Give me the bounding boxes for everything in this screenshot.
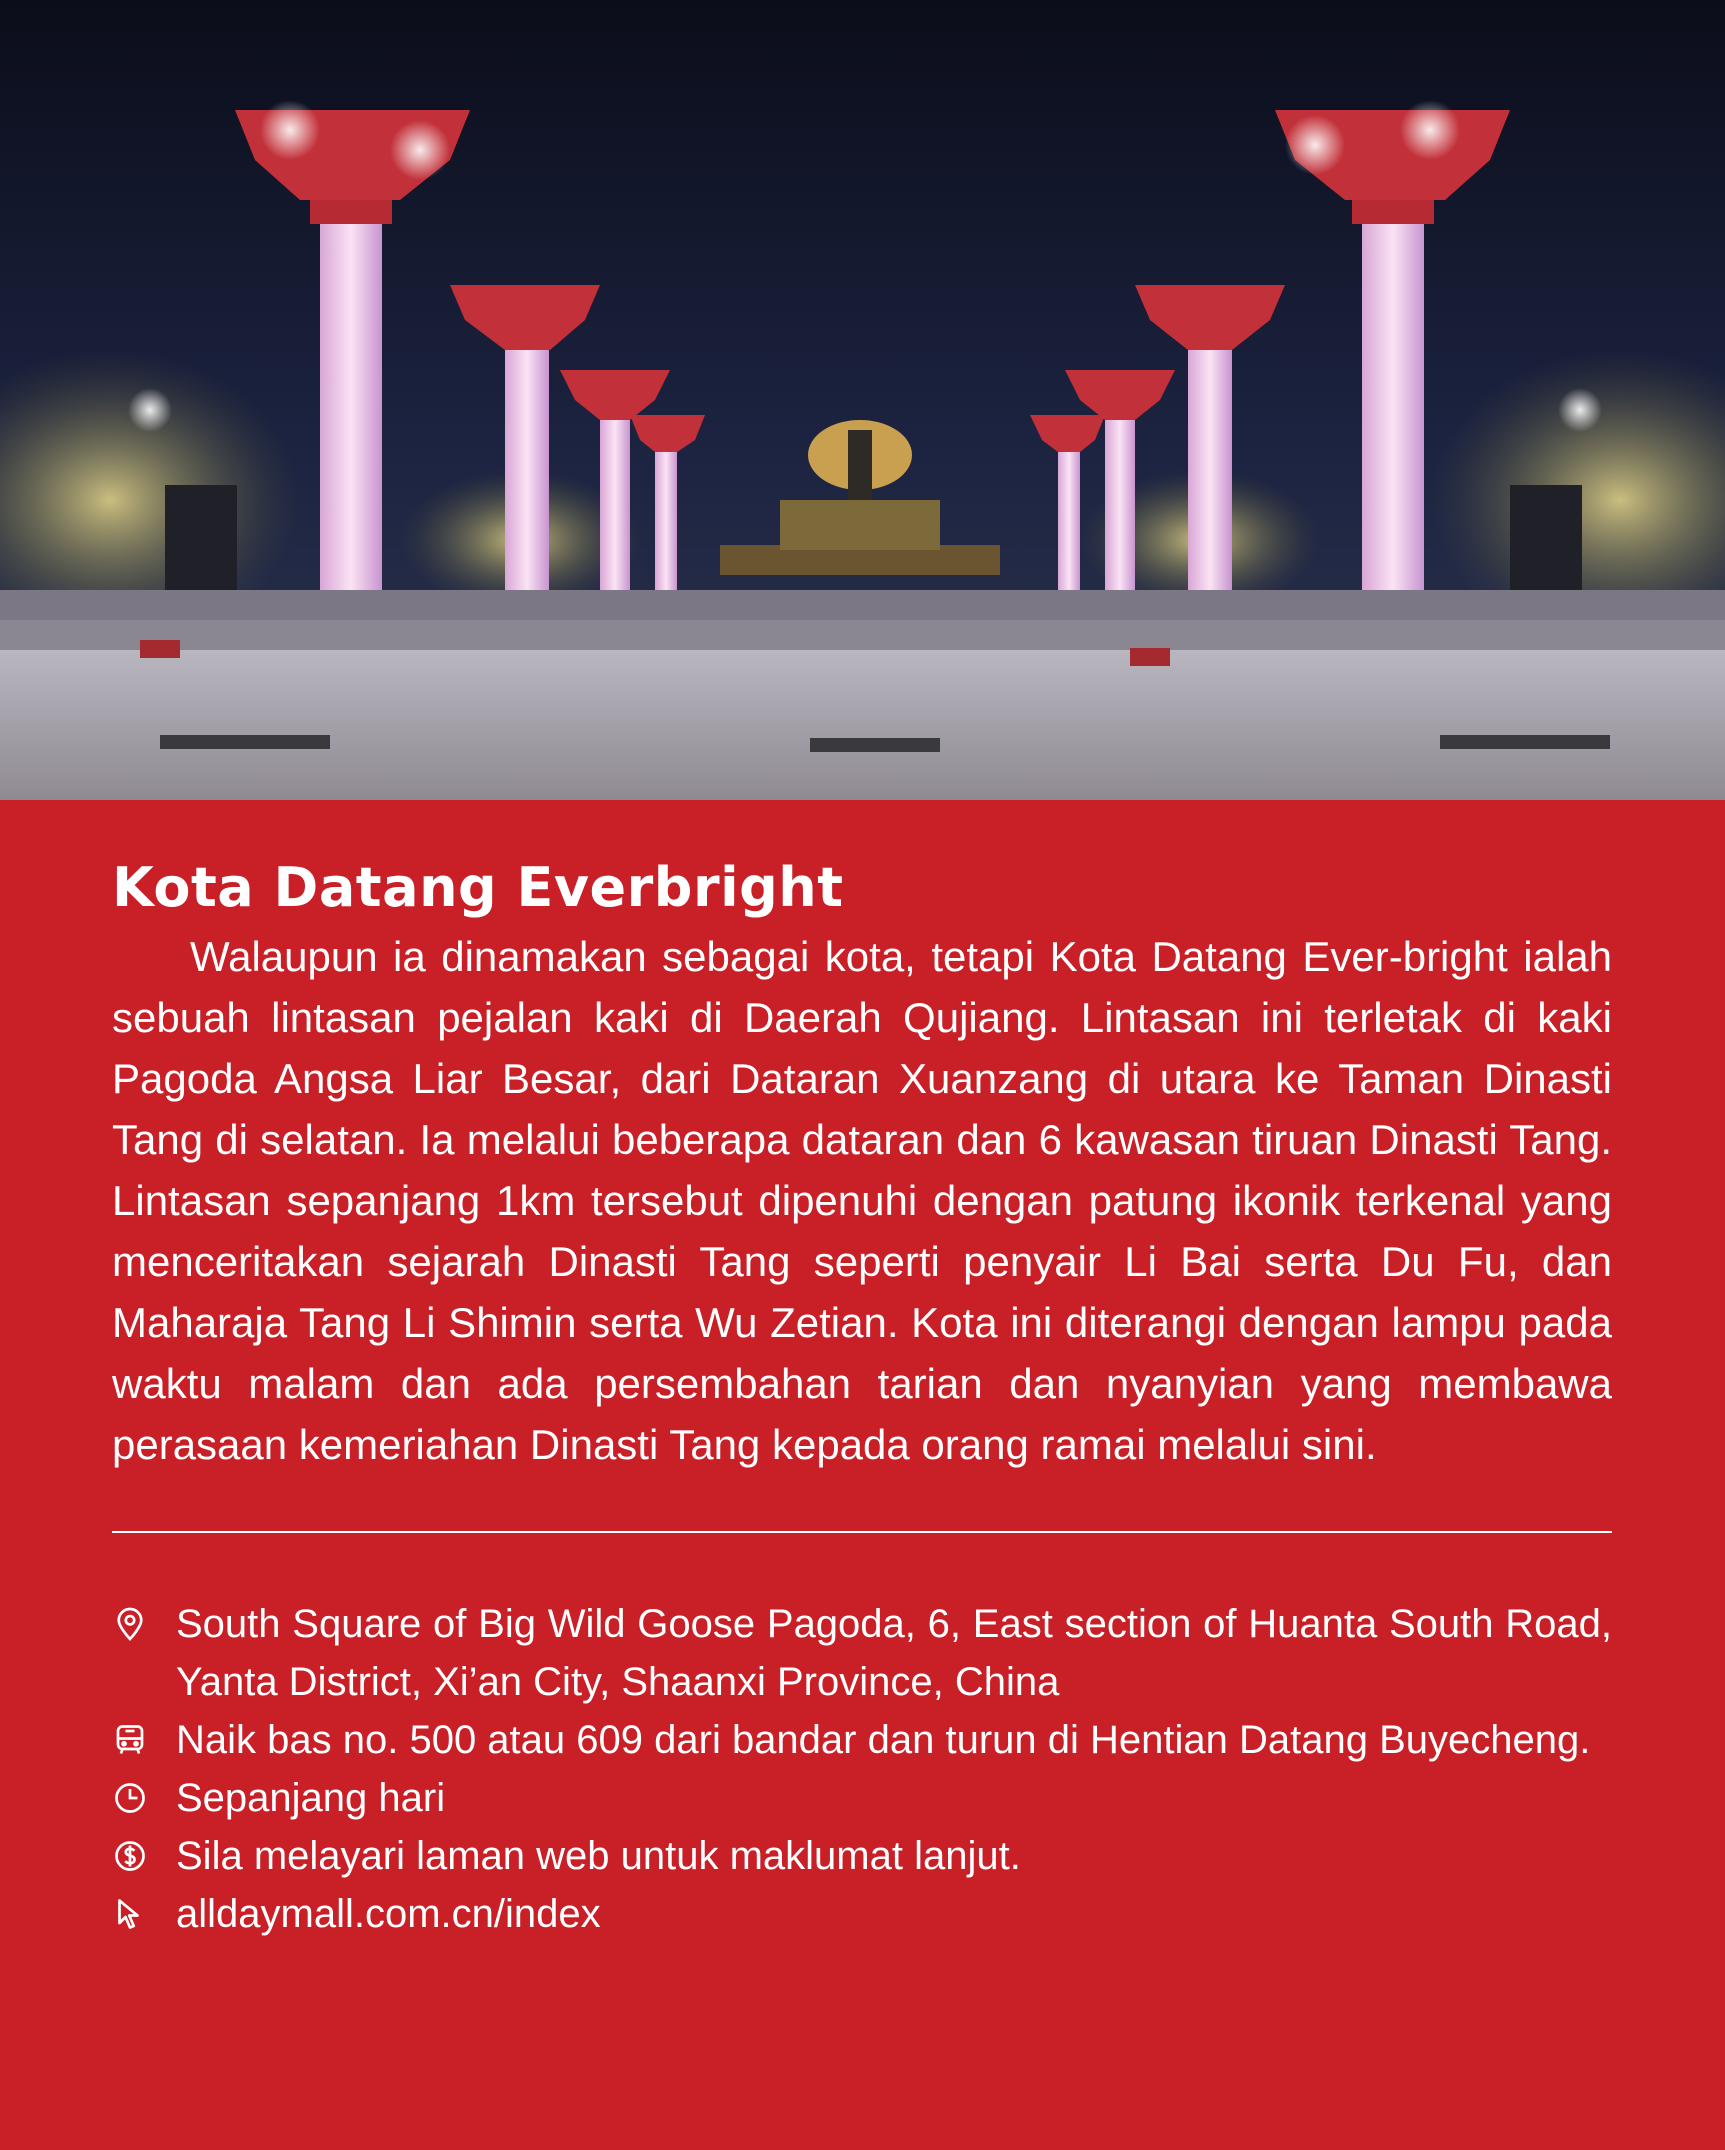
divider [112,1531,1612,1533]
info-hours [112,1769,1612,1827]
price-text: Sila melayari laman web untuk maklumat lanjut. [176,1834,1021,1878]
hours-text: Sepanjang hari [176,1776,446,1820]
info-price [112,1827,1612,1885]
address-text: South Square of Big Wild Goose Pagoda, 6, East section of Huanta South Road, Yanta District, Xi’an City, Shaanxi Province, China [176,1602,1612,1704]
info-transport [112,1711,1612,1769]
website-link[interactable]: alldaymall.com.cn/index [176,1892,601,1936]
info-address [112,1595,1612,1711]
transport-text: Naik bas no. 500 atau 609 dari bandar dan turun di Hentian Datang Buyecheng. [176,1718,1591,1762]
info-website [112,1885,1612,1943]
article [112,800,1612,1943]
cursor-icon [112,1885,176,1943]
bus-icon [112,1711,176,1769]
dollar-icon [112,1827,176,1885]
clock-icon [112,1769,176,1827]
location-pin-icon [112,1595,176,1653]
hero-photo [0,0,1725,800]
info-list [112,1595,1612,1943]
article-body: Walaupun ia dinamakan sebagai kota, tetapi Kota Datang Ever-bright ialah sebuah lintasan pejalan kaki di Daerah Qujiang. Lintasan ini terletak di kaki Pagoda Angsa Liar Besar, dari Dataran Xuanzang di utara ke Taman Dinasti Tang di selatan. Ia melalui beberapa dataran dan 6 kawasan tiruan Dinasti Tang. Lintasan sepanjang 1km tersebut dipenuhi dengan patung ikonik terkenal yang menceritakan sejarah Dinasti Tang seperti penyair Li Bai serta Du Fu, dan Maharaja Tang Li Shimin serta Wu Zetian. Kota ini diterangi dengan lampu pada waktu malam dan ada persembahan tarian dan nyanyian yang membawa perasaan kemeriahan Dinasti Tang kepada orang ramai melalui sini. [112,933,1612,1468]
article-title: Kota Datang Everbright [112,856,844,919]
